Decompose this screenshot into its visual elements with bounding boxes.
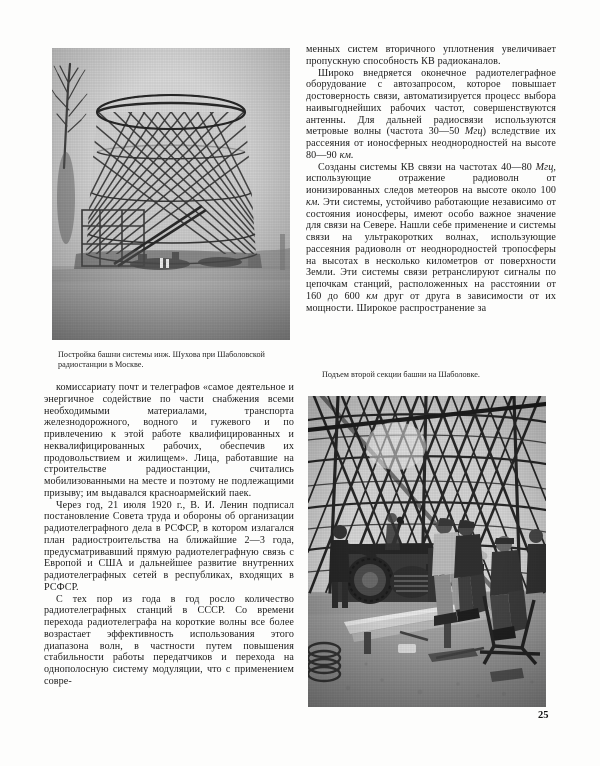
paragraph-text: , использующие отражение радиоволн от ионизированных следов метеоров на высоте около 100 xyxy=(306,161,556,196)
paragraph-text: друг от друга в зависимости от их мощности. Широкое распространение за xyxy=(306,290,556,314)
paragraph-station-growth xyxy=(44,594,294,688)
unit-megahertz: Мгц xyxy=(464,126,483,138)
paragraph-hf-systems xyxy=(306,162,556,315)
page-number: 25 xyxy=(538,710,549,721)
paragraph-text: Эти системы, устойчиво работающие независимо от состояния ионосферы, имеют особо важное значение для связи на Севере. Нашли себе применение и системы связи на ультракоротких волнах, использующие рассеяния радиоволн от неоднородностей тропосферы на высотах в несколько километров от поверхности Земли. Эти системы связи ретранслируют сигналы по цепочкам станций, расположенных на расстоянии от 160 до 600 xyxy=(306,196,556,302)
paragraph-commissariat xyxy=(44,382,294,500)
right-text-column xyxy=(306,44,556,314)
second-section-lifting-photo xyxy=(308,396,546,707)
unit-kilometers: км. xyxy=(339,149,354,161)
figure-caption-tower: Постройка башни системы инж. Шухова при Шаболовской радиостанции в Москве. xyxy=(58,350,265,370)
unit-kilometers: км. xyxy=(306,196,320,208)
paragraph-text: Через год, 21 июля 1920 г., В. И. Ленин подписал постановление Совета труда и обороны об организации радиотелеграфного дела в РСФСР, в котором излагался план радиостроительства на ближайшие 2—3 года, предусматривавший прямую радиотелеграфную связь с Европой и США и дальнейшее развитие внутренних радиотелеграфных сетей в республиках, входящих в РСФСР. xyxy=(44,499,294,593)
paragraph-autorequest xyxy=(306,68,556,162)
unit-megahertz: Мгц xyxy=(535,161,554,173)
paragraph-lenin-decree xyxy=(44,500,294,594)
paragraph-text: Широко внедряется оконечное радиотелеграфное оборудование с автозапросом, которое повышает достоверность связи, автоматизируется процесс выбора наивыгоднейших рабочих частот, совершенствуются антенны. Для дальней радиосвязи используются метровые волны (частота 30—50 xyxy=(306,67,556,138)
unit-kilometers: км xyxy=(366,290,378,302)
paragraph-text: менных систем вторичного уплотнения увеличивает пропускную способность КВ радиоканалов. xyxy=(306,44,556,67)
figure-caption-second-section: Подъем второй секции башни на Шаболовке. xyxy=(322,370,480,379)
paragraph-text: комиссариату почт и телеграфов «самое деятельное и энергичное содействие по части снабжения всеми необходимыми материалами, транспорта железнодорожного, водного и гужевого и по привлечению к этой работе квалифицированных и неквалифицированных рабочих, обеспечив их продовольствием и жилищем». Лица, работавшие на строительстве радиостанции, считались мобилизованными на месте и поэтому не подлежащими призыву; им выдавался красноармейский паек. xyxy=(44,382,294,499)
paragraph-multiplexing xyxy=(306,44,556,68)
paragraph-text: С тех пор из года в год росло количество радиотелеграфных станций в СССР. Со времени перехода радиотелеграфа на короткие волны все более возрастает эффективность использования этого диапазона волн, в частности путем повышения стабильности работы передатчиков и перехода на однополосную систему модуляции, что с применением совре- xyxy=(44,593,294,687)
paragraph-text: Созданы системы КВ связи на частотах 40—80 xyxy=(318,161,536,173)
paragraph-text: ) вследствие их рассеяния от ионосферных неоднородностей на высоте 80—90 xyxy=(306,126,556,161)
left-text-column xyxy=(44,382,294,688)
shukhov-tower-construction-photo xyxy=(52,48,290,340)
